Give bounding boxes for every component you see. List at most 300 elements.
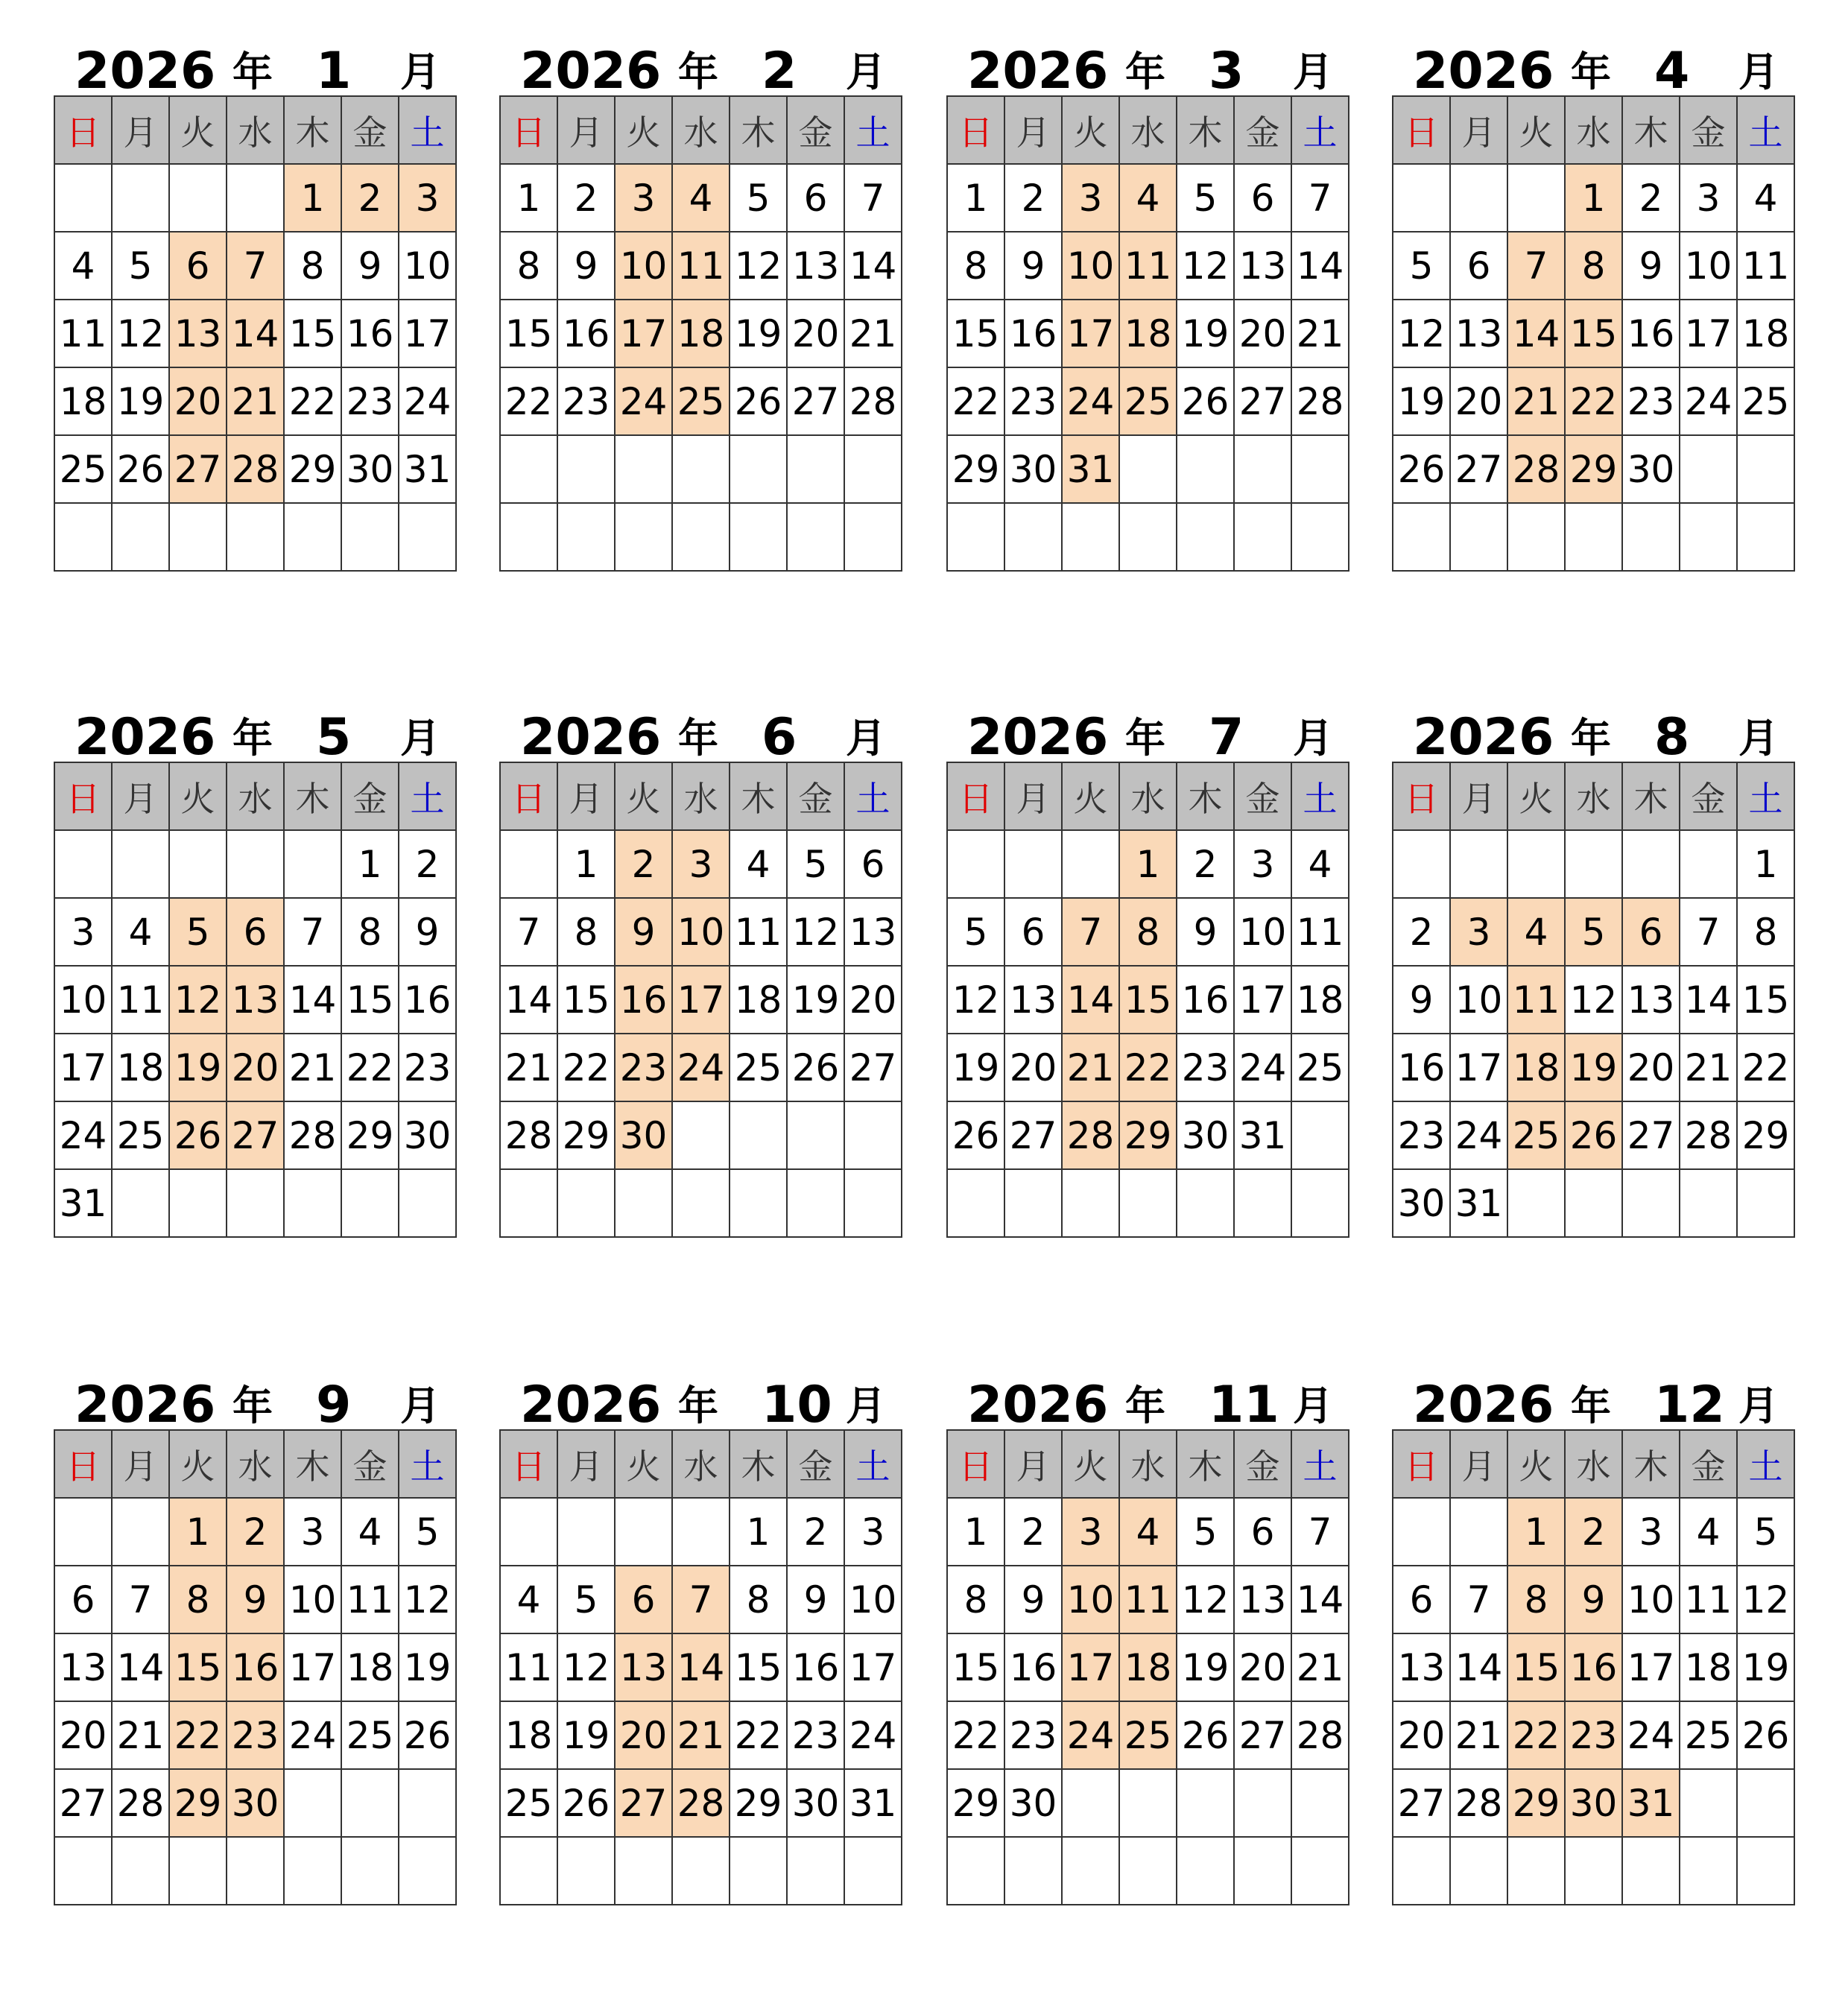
week-row bbox=[500, 830, 902, 898]
week-row bbox=[947, 367, 1349, 435]
title-month: 7 bbox=[1209, 708, 1244, 767]
week-row bbox=[500, 164, 902, 232]
day-cell: 15 bbox=[500, 300, 557, 367]
day-cell: 5 bbox=[169, 898, 227, 966]
weekday-header-row bbox=[1393, 762, 1794, 830]
day-cell: 5 bbox=[1177, 1498, 1234, 1566]
weekday-header: 金 bbox=[787, 1430, 844, 1498]
day-cell: 2 bbox=[399, 830, 456, 898]
day-cell: 16 bbox=[1565, 1633, 1622, 1701]
day-cell: 25 bbox=[54, 435, 112, 503]
day-cell: 4 bbox=[500, 1566, 557, 1633]
weekday-header: 木 bbox=[1177, 1430, 1234, 1498]
week-row bbox=[1393, 1701, 1794, 1769]
title-month: 10 bbox=[762, 1376, 832, 1434]
day-cell bbox=[1004, 503, 1062, 571]
day-cell bbox=[672, 1837, 730, 1905]
day-cell: 12 bbox=[1565, 966, 1622, 1034]
day-cell: 7 bbox=[672, 1566, 730, 1633]
day-cell: 12 bbox=[112, 300, 169, 367]
day-cell: 19 bbox=[557, 1701, 615, 1769]
month-title bbox=[1392, 1355, 1784, 1434]
day-cell: 8 bbox=[1119, 898, 1177, 966]
day-cell: 8 bbox=[1737, 898, 1794, 966]
weekday-header: 木 bbox=[1622, 1430, 1680, 1498]
day-cell: 13 bbox=[1393, 1633, 1450, 1701]
month-title bbox=[946, 1355, 1338, 1434]
day-cell: 8 bbox=[947, 232, 1004, 300]
month-grid bbox=[1392, 762, 1795, 1238]
day-cell bbox=[1622, 503, 1680, 571]
title-year-label: 年 bbox=[1125, 715, 1165, 762]
weekday-header: 金 bbox=[1234, 1430, 1291, 1498]
day-cell: 24 bbox=[284, 1701, 341, 1769]
day-cell bbox=[1450, 503, 1507, 571]
day-cell: 29 bbox=[947, 1769, 1004, 1837]
day-cell: 4 bbox=[1737, 164, 1794, 232]
day-cell: 11 bbox=[341, 1566, 399, 1633]
weekday-header: 日 bbox=[54, 96, 112, 164]
day-cell: 8 bbox=[1507, 1566, 1565, 1633]
month-calendar bbox=[1392, 1355, 1790, 1905]
day-cell: 29 bbox=[1565, 435, 1622, 503]
day-cell: 18 bbox=[730, 966, 787, 1034]
day-cell: 15 bbox=[341, 966, 399, 1034]
week-row bbox=[500, 1498, 902, 1566]
day-cell: 27 bbox=[787, 367, 844, 435]
day-cell: 18 bbox=[500, 1701, 557, 1769]
day-cell: 10 bbox=[1680, 232, 1737, 300]
day-cell: 31 bbox=[399, 435, 456, 503]
day-cell bbox=[844, 1169, 902, 1237]
day-cell bbox=[1062, 1169, 1119, 1237]
day-cell: 12 bbox=[787, 898, 844, 966]
weekday-header: 日 bbox=[500, 762, 557, 830]
day-cell: 12 bbox=[1177, 1566, 1234, 1633]
day-cell: 4 bbox=[730, 830, 787, 898]
day-cell: 16 bbox=[557, 300, 615, 367]
day-cell bbox=[730, 1169, 787, 1237]
day-cell: 17 bbox=[399, 300, 456, 367]
day-cell: 18 bbox=[341, 1633, 399, 1701]
day-cell bbox=[1565, 503, 1622, 571]
day-cell bbox=[500, 503, 557, 571]
day-cell: 23 bbox=[1004, 367, 1062, 435]
month-title bbox=[54, 1355, 446, 1434]
day-cell: 7 bbox=[500, 898, 557, 966]
weekday-header: 土 bbox=[399, 1430, 456, 1498]
day-cell: 30 bbox=[1004, 1769, 1062, 1837]
week-row bbox=[54, 1633, 456, 1701]
day-cell: 11 bbox=[730, 898, 787, 966]
day-cell bbox=[500, 1169, 557, 1237]
day-cell: 28 bbox=[1291, 1701, 1349, 1769]
day-cell: 13 bbox=[1622, 966, 1680, 1034]
title-month-label: 月 bbox=[846, 48, 886, 95]
week-row bbox=[500, 1769, 902, 1837]
weekday-header-row bbox=[500, 1430, 902, 1498]
day-cell: 6 bbox=[54, 1566, 112, 1633]
day-cell: 20 bbox=[615, 1701, 672, 1769]
day-cell: 17 bbox=[1234, 966, 1291, 1034]
day-cell: 2 bbox=[227, 1498, 284, 1566]
day-cell bbox=[1507, 503, 1565, 571]
day-cell: 19 bbox=[730, 300, 787, 367]
title-year: 2026 bbox=[75, 42, 216, 101]
weekday-header: 土 bbox=[1737, 762, 1794, 830]
title-year-label: 年 bbox=[1125, 1382, 1165, 1429]
day-cell: 21 bbox=[500, 1034, 557, 1101]
title-month-label: 月 bbox=[1293, 715, 1333, 762]
weekday-header: 火 bbox=[1507, 1430, 1565, 1498]
title-month-label: 月 bbox=[846, 715, 886, 762]
day-cell bbox=[1119, 435, 1177, 503]
day-cell: 24 bbox=[1062, 1701, 1119, 1769]
day-cell: 3 bbox=[54, 898, 112, 966]
day-cell: 18 bbox=[1507, 1034, 1565, 1101]
week-row bbox=[54, 164, 456, 232]
week-row bbox=[500, 435, 902, 503]
day-cell: 26 bbox=[112, 435, 169, 503]
day-cell bbox=[557, 435, 615, 503]
weekday-header: 月 bbox=[1004, 1430, 1062, 1498]
day-cell: 18 bbox=[1119, 300, 1177, 367]
weekday-header-row bbox=[54, 1430, 456, 1498]
day-cell: 21 bbox=[1062, 1034, 1119, 1101]
title-month-label: 月 bbox=[1738, 48, 1779, 95]
day-cell: 6 bbox=[1393, 1566, 1450, 1633]
weekday-header-row bbox=[947, 762, 1349, 830]
weekday-header: 金 bbox=[1680, 96, 1737, 164]
day-cell bbox=[1291, 1169, 1349, 1237]
day-cell: 2 bbox=[557, 164, 615, 232]
day-cell: 28 bbox=[227, 435, 284, 503]
week-row bbox=[947, 1101, 1349, 1169]
day-cell: 7 bbox=[1291, 1498, 1349, 1566]
day-cell bbox=[1507, 1837, 1565, 1905]
month-title bbox=[946, 687, 1338, 767]
day-cell: 11 bbox=[1737, 232, 1794, 300]
month-title bbox=[499, 687, 891, 767]
week-row bbox=[947, 1498, 1349, 1566]
weekday-header: 土 bbox=[844, 96, 902, 164]
day-cell: 20 bbox=[1004, 1034, 1062, 1101]
day-cell bbox=[1507, 164, 1565, 232]
day-cell bbox=[1119, 1169, 1177, 1237]
day-cell: 16 bbox=[1393, 1034, 1450, 1101]
day-cell: 3 bbox=[672, 830, 730, 898]
day-cell: 2 bbox=[1004, 164, 1062, 232]
weekday-header: 火 bbox=[1062, 762, 1119, 830]
day-cell: 14 bbox=[1680, 966, 1737, 1034]
day-cell: 14 bbox=[1450, 1633, 1507, 1701]
title-month: 3 bbox=[1209, 42, 1244, 101]
day-cell: 6 bbox=[1622, 898, 1680, 966]
day-cell bbox=[500, 1498, 557, 1566]
weekday-header: 日 bbox=[947, 762, 1004, 830]
day-cell: 23 bbox=[227, 1701, 284, 1769]
day-cell: 19 bbox=[787, 966, 844, 1034]
day-cell: 8 bbox=[284, 232, 341, 300]
day-cell: 17 bbox=[1062, 300, 1119, 367]
day-cell: 21 bbox=[1680, 1034, 1737, 1101]
day-cell bbox=[1450, 1837, 1507, 1905]
month-grid bbox=[54, 762, 457, 1238]
day-cell: 5 bbox=[1737, 1498, 1794, 1566]
weekday-header: 金 bbox=[787, 96, 844, 164]
weekday-header: 日 bbox=[1393, 96, 1450, 164]
weekday-header: 木 bbox=[730, 762, 787, 830]
weekday-header: 金 bbox=[1234, 762, 1291, 830]
day-cell: 29 bbox=[1507, 1769, 1565, 1837]
month-title bbox=[54, 687, 446, 767]
day-cell: 1 bbox=[1119, 830, 1177, 898]
week-row bbox=[1393, 1769, 1794, 1837]
day-cell bbox=[399, 1769, 456, 1837]
day-cell bbox=[1565, 830, 1622, 898]
day-cell bbox=[284, 503, 341, 571]
day-cell: 20 bbox=[169, 367, 227, 435]
day-cell: 21 bbox=[112, 1701, 169, 1769]
day-cell bbox=[399, 503, 456, 571]
day-cell bbox=[112, 503, 169, 571]
week-row bbox=[54, 1169, 456, 1237]
day-cell: 14 bbox=[1291, 232, 1349, 300]
week-row bbox=[947, 1837, 1349, 1905]
weekday-header: 木 bbox=[284, 762, 341, 830]
title-month-label: 月 bbox=[1738, 715, 1779, 762]
day-cell: 30 bbox=[341, 435, 399, 503]
day-cell bbox=[1450, 164, 1507, 232]
day-cell: 17 bbox=[1062, 1633, 1119, 1701]
day-cell: 23 bbox=[1622, 367, 1680, 435]
day-cell bbox=[1737, 503, 1794, 571]
weekday-header: 金 bbox=[1234, 96, 1291, 164]
day-cell: 28 bbox=[1062, 1101, 1119, 1169]
day-cell bbox=[672, 1498, 730, 1566]
day-cell: 4 bbox=[112, 898, 169, 966]
day-cell: 3 bbox=[1622, 1498, 1680, 1566]
day-cell: 30 bbox=[1393, 1169, 1450, 1237]
week-row bbox=[947, 898, 1349, 966]
day-cell: 3 bbox=[399, 164, 456, 232]
day-cell: 3 bbox=[1062, 1498, 1119, 1566]
day-cell bbox=[844, 1837, 902, 1905]
day-cell: 27 bbox=[169, 435, 227, 503]
weekday-header: 日 bbox=[500, 96, 557, 164]
day-cell: 24 bbox=[1062, 367, 1119, 435]
day-cell: 7 bbox=[844, 164, 902, 232]
day-cell: 24 bbox=[54, 1101, 112, 1169]
day-cell: 9 bbox=[1004, 232, 1062, 300]
day-cell bbox=[787, 503, 844, 571]
day-cell: 10 bbox=[1062, 232, 1119, 300]
day-cell: 28 bbox=[112, 1769, 169, 1837]
day-cell bbox=[615, 1837, 672, 1905]
day-cell bbox=[169, 164, 227, 232]
week-row bbox=[947, 232, 1349, 300]
day-cell: 27 bbox=[227, 1101, 284, 1169]
day-cell: 6 bbox=[615, 1566, 672, 1633]
title-year: 2026 bbox=[1413, 708, 1554, 767]
day-cell: 5 bbox=[787, 830, 844, 898]
day-cell: 15 bbox=[947, 300, 1004, 367]
day-cell: 30 bbox=[1565, 1769, 1622, 1837]
weekday-header: 土 bbox=[844, 1430, 902, 1498]
day-cell: 27 bbox=[1450, 435, 1507, 503]
day-cell bbox=[1393, 1498, 1450, 1566]
day-cell bbox=[1507, 1169, 1565, 1237]
day-cell: 21 bbox=[672, 1701, 730, 1769]
day-cell: 28 bbox=[1291, 367, 1349, 435]
month-calendar bbox=[946, 1355, 1344, 1905]
week-row bbox=[54, 1498, 456, 1566]
day-cell bbox=[947, 1837, 1004, 1905]
day-cell: 27 bbox=[1234, 1701, 1291, 1769]
week-row bbox=[54, 830, 456, 898]
day-cell: 25 bbox=[730, 1034, 787, 1101]
day-cell bbox=[1177, 435, 1234, 503]
day-cell: 1 bbox=[1737, 830, 1794, 898]
title-month-label: 月 bbox=[400, 48, 440, 95]
day-cell: 29 bbox=[730, 1769, 787, 1837]
day-cell: 26 bbox=[399, 1701, 456, 1769]
day-cell: 7 bbox=[1450, 1566, 1507, 1633]
week-row bbox=[1393, 1837, 1794, 1905]
day-cell: 25 bbox=[500, 1769, 557, 1837]
day-cell: 13 bbox=[787, 232, 844, 300]
day-cell bbox=[787, 1101, 844, 1169]
day-cell: 16 bbox=[399, 966, 456, 1034]
day-cell bbox=[1622, 1169, 1680, 1237]
day-cell: 29 bbox=[169, 1769, 227, 1837]
weekday-header: 月 bbox=[112, 96, 169, 164]
day-cell: 31 bbox=[1622, 1769, 1680, 1837]
day-cell bbox=[227, 1837, 284, 1905]
month-calendar bbox=[499, 687, 897, 1238]
weekday-header: 日 bbox=[54, 1430, 112, 1498]
day-cell bbox=[500, 435, 557, 503]
title-year: 2026 bbox=[520, 708, 662, 767]
day-cell: 10 bbox=[1062, 1566, 1119, 1633]
day-cell: 28 bbox=[844, 367, 902, 435]
day-cell bbox=[730, 1101, 787, 1169]
week-row bbox=[500, 1101, 902, 1169]
title-year-label: 年 bbox=[1571, 48, 1611, 95]
day-cell: 18 bbox=[1737, 300, 1794, 367]
day-cell: 1 bbox=[500, 164, 557, 232]
week-row bbox=[947, 1034, 1349, 1101]
day-cell: 6 bbox=[844, 830, 902, 898]
weekday-header-row bbox=[1393, 96, 1794, 164]
day-cell: 9 bbox=[615, 898, 672, 966]
day-cell bbox=[1393, 830, 1450, 898]
day-cell: 26 bbox=[787, 1034, 844, 1101]
day-cell: 19 bbox=[1565, 1034, 1622, 1101]
day-cell: 26 bbox=[947, 1101, 1004, 1169]
weekday-header: 日 bbox=[1393, 1430, 1450, 1498]
weekday-header: 水 bbox=[1119, 762, 1177, 830]
day-cell bbox=[1291, 1101, 1349, 1169]
weekday-header: 金 bbox=[341, 762, 399, 830]
month-calendar bbox=[1392, 687, 1790, 1238]
week-row bbox=[947, 830, 1349, 898]
day-cell: 2 bbox=[1565, 1498, 1622, 1566]
day-cell: 15 bbox=[284, 300, 341, 367]
day-cell: 24 bbox=[1622, 1701, 1680, 1769]
title-year-label: 年 bbox=[1571, 1382, 1611, 1429]
day-cell bbox=[947, 830, 1004, 898]
day-cell: 16 bbox=[227, 1633, 284, 1701]
day-cell bbox=[112, 164, 169, 232]
day-cell: 11 bbox=[1119, 232, 1177, 300]
day-cell: 1 bbox=[557, 830, 615, 898]
week-row bbox=[54, 367, 456, 435]
week-row bbox=[947, 1769, 1349, 1837]
week-row bbox=[54, 1034, 456, 1101]
day-cell: 7 bbox=[112, 1566, 169, 1633]
day-cell: 20 bbox=[1450, 367, 1507, 435]
day-cell: 22 bbox=[169, 1701, 227, 1769]
weekday-header: 日 bbox=[54, 762, 112, 830]
day-cell: 21 bbox=[1450, 1701, 1507, 1769]
day-cell: 24 bbox=[1680, 367, 1737, 435]
day-cell: 1 bbox=[284, 164, 341, 232]
day-cell: 6 bbox=[227, 898, 284, 966]
day-cell: 13 bbox=[227, 966, 284, 1034]
day-cell: 14 bbox=[500, 966, 557, 1034]
day-cell: 18 bbox=[1680, 1633, 1737, 1701]
week-row bbox=[500, 232, 902, 300]
day-cell bbox=[112, 1169, 169, 1237]
day-cell: 24 bbox=[1234, 1034, 1291, 1101]
day-cell: 25 bbox=[112, 1101, 169, 1169]
weekday-header: 水 bbox=[672, 96, 730, 164]
day-cell bbox=[672, 1101, 730, 1169]
day-cell: 10 bbox=[1234, 898, 1291, 966]
day-cell: 5 bbox=[112, 232, 169, 300]
day-cell: 8 bbox=[169, 1566, 227, 1633]
day-cell: 16 bbox=[1177, 966, 1234, 1034]
title-month: 9 bbox=[316, 1376, 352, 1434]
day-cell: 2 bbox=[1177, 830, 1234, 898]
day-cell: 10 bbox=[672, 898, 730, 966]
title-month: 1 bbox=[316, 42, 352, 101]
month-calendar bbox=[946, 21, 1344, 572]
day-cell bbox=[1450, 1498, 1507, 1566]
weekday-header: 木 bbox=[1177, 762, 1234, 830]
day-cell: 27 bbox=[1004, 1101, 1062, 1169]
week-row bbox=[54, 1837, 456, 1905]
weekday-header: 日 bbox=[500, 1430, 557, 1498]
day-cell: 19 bbox=[169, 1034, 227, 1101]
day-cell: 2 bbox=[787, 1498, 844, 1566]
month-grid bbox=[946, 762, 1349, 1238]
day-cell: 23 bbox=[615, 1034, 672, 1101]
day-cell: 22 bbox=[1565, 367, 1622, 435]
day-cell: 21 bbox=[1507, 367, 1565, 435]
title-year: 2026 bbox=[1413, 1376, 1554, 1434]
day-cell bbox=[557, 503, 615, 571]
day-cell: 6 bbox=[1234, 1498, 1291, 1566]
day-cell: 25 bbox=[1737, 367, 1794, 435]
day-cell: 15 bbox=[947, 1633, 1004, 1701]
day-cell: 17 bbox=[1450, 1034, 1507, 1101]
week-row bbox=[1393, 966, 1794, 1034]
day-cell: 2 bbox=[1004, 1498, 1062, 1566]
day-cell: 19 bbox=[1393, 367, 1450, 435]
day-cell bbox=[1622, 830, 1680, 898]
